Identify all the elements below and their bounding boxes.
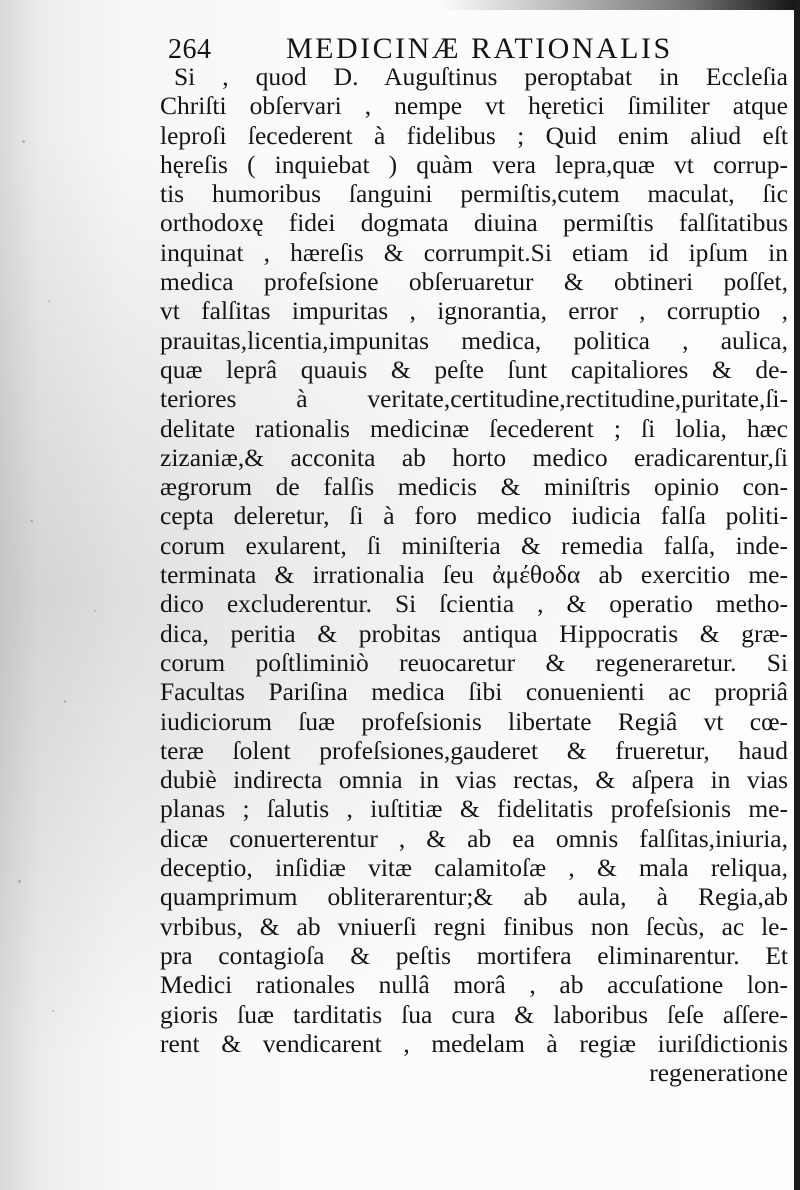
- text-line: dico excluderentur. Si ſcientia , & operatio metho-: [160, 589, 788, 619]
- text-line: planas ; ſalutis , iuſtitiæ & fidelitatis profeſsionis me-: [160, 794, 788, 824]
- text-line: corum exularent, ſi miniſteria & remedia falſa, inde-: [160, 530, 788, 560]
- text-line: quæ leprâ quauis & peſte ſunt capitaliores & de-: [160, 354, 788, 384]
- text-line: pra contagioſa & peſtis mortifera eliminarentur. Et: [160, 940, 788, 970]
- text-line: medica profeſsione obſeruaretur & obtineri poſſet,: [160, 267, 788, 297]
- text-line: ægrorum de falſis medicis & miniſtris opinio con-: [160, 472, 788, 502]
- scan-shadow-top: [440, 0, 800, 10]
- text-line: terminata & irrationalia ſeu ἀμέθοδα ab exercitio me-: [160, 560, 788, 590]
- text-line: cepta deleretur, ſi à foro medico iudicia falſa politi-: [160, 501, 788, 531]
- text-line: dicæ conuerterentur , & ab ea omnis falſitas,iniuria,: [160, 823, 788, 853]
- body-text: [160, 62, 788, 1087]
- text-line: deceptio, inſidiæ vitæ calamitoſæ , & mala reliqua,: [160, 853, 788, 883]
- text-line: Facultas Pariſina medica ſibi conuenienti ac propriâ: [160, 677, 788, 707]
- text-line: iudiciorum ſuæ profeſsionis libertate Regiâ vt cœ-: [160, 706, 788, 736]
- scan-speckle: [30, 520, 33, 522]
- scan-speckle: [52, 1010, 54, 1012]
- scan-shadow-right: [794, 0, 800, 1190]
- scan-speckle: [18, 880, 21, 883]
- catchword: regeneratione: [649, 1058, 788, 1088]
- text-line: corum poſtliminiò reuocaretur & regeneraretur. Si: [160, 647, 788, 677]
- text-line: Si , quod D. Auguſtinus peroptabat in Eccleſia: [174, 62, 788, 91]
- page-number: 264: [168, 34, 212, 65]
- text-line: dica, peritia & probitas antiqua Hippocratis & græ-: [160, 618, 788, 648]
- text-line: dubiè indirecta omnia in vias rectas, & aſpera in vias: [160, 765, 788, 795]
- scan-speckle: [64, 700, 66, 703]
- text-line: Chriſti obſervari , nempe vt hęretici ſimiliter atque: [160, 91, 788, 121]
- text-line: inquinat , hæreſis & corrumpit.Si etiam id ipſum in: [160, 237, 788, 267]
- text-line: teriores à veritate,certitudine,rectitudine,puritate,ſi-: [160, 384, 788, 414]
- scan-speckle: [22, 140, 25, 143]
- text-line: quamprimum obliterarentur;& ab aula, à Regia,ab: [160, 882, 788, 912]
- text-line: prauitas,licentia,impunitas medica, politica , aulica,: [160, 325, 788, 355]
- text-line: hęreſis ( inquiebat ) quàm vera lepra,quæ vt corrup-: [160, 149, 788, 179]
- text-line: delitate rationalis medicinæ ſecederent ; ſi lolia, hæc: [160, 413, 788, 443]
- scan-speckle: [94, 610, 96, 612]
- running-head: MEDICINÆ RATIONALIS: [286, 32, 673, 65]
- text-line: teræ ſolent profeſsiones,gauderet & frueretur, haud: [160, 735, 788, 765]
- page-header: [168, 22, 738, 66]
- text-line: gioris ſuæ tarditatis ſua cura & laboribus ſeſe aſſere-: [160, 999, 788, 1029]
- text-line: vrbibus, & ab vniuerſi regni finibus non ſecùs, ac le-: [160, 911, 788, 941]
- text-line: tis humoribus ſanguini permiſtis,cutem maculat, ſic: [160, 179, 788, 209]
- text-line: zizaniæ,& acconita ab horto medico eradicarentur,ſi: [160, 442, 788, 472]
- scan-speckle: [48, 300, 50, 302]
- text-line: rent & vendicarent , medelam à regiæ iuriſdictionis: [160, 1028, 788, 1058]
- text-line: vt falſitas impuritas , ignorantia, error , corruptio ,: [160, 296, 788, 326]
- text-line: leproſi ſecederent à fidelibus ; Quid enim aliud eſt: [160, 120, 788, 150]
- text-line: Medici rationales nullâ morâ , ab accuſatione lon-: [160, 970, 788, 1000]
- text-line: orthodoxę fidei dogmata diuina permiſtis falſitatibus: [160, 208, 788, 238]
